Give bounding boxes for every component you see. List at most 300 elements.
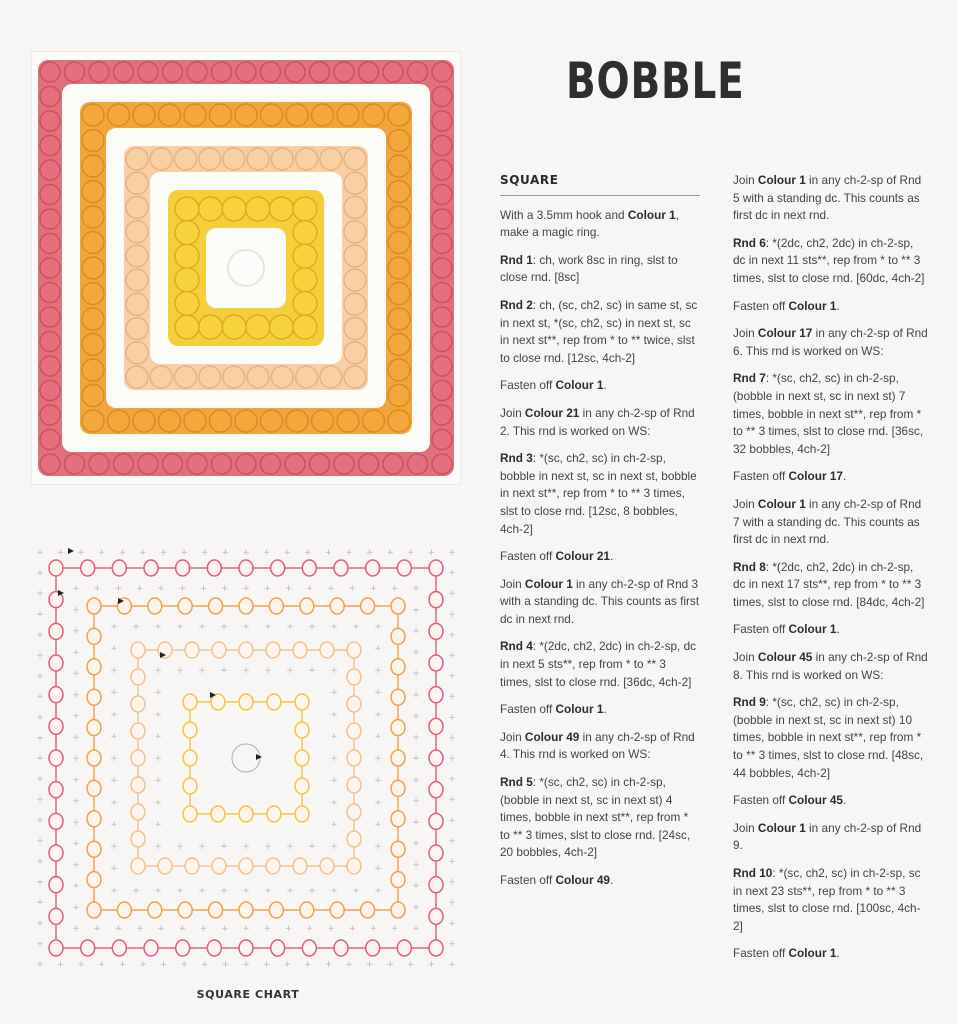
chart-dc-symbol: + (110, 820, 118, 830)
chart-dc-symbol: + (72, 839, 80, 849)
chart-peach-bobble (131, 831, 145, 847)
chart-yellow-bobble (183, 750, 197, 766)
orange-bobble (261, 410, 283, 432)
chart-yellow-bobble (183, 806, 197, 822)
chart-peach-bobble (131, 777, 145, 793)
chart-dc-symbol: + (286, 666, 294, 676)
colour-name: Colour 1 (524, 576, 573, 591)
pink-bobble (383, 454, 403, 474)
chart-sc-symbol: + (448, 609, 456, 620)
pink-bobble (432, 185, 452, 205)
pink-bobble (432, 258, 452, 278)
chart-pink-bobble (49, 782, 63, 798)
chart-orange-bobble (87, 780, 101, 796)
instruction-text: : ch, work 8sc in ring, slst to close rnd. [8sc] (500, 252, 678, 285)
pink-bobble (114, 62, 134, 82)
pink-bobble (89, 454, 109, 474)
peach-bobble (271, 366, 293, 388)
chart-sc-symbol: + (448, 733, 456, 744)
orange-bobble (388, 155, 410, 177)
yellow-bobble (293, 221, 317, 245)
chart-dc-symbol: + (72, 669, 80, 679)
chart-sc-symbol: + (36, 630, 44, 641)
section-heading: SQUARE (500, 172, 700, 196)
chart-dc-symbol: + (308, 622, 316, 632)
chart-pink-bobble (176, 940, 190, 956)
chart-orange-bobble (148, 598, 162, 614)
chart-dc-symbol: + (114, 924, 123, 934)
pink-bobble (432, 381, 452, 401)
chart-yellow-bobble (267, 806, 281, 822)
chart-dc-symbol: + (412, 732, 420, 743)
chart-sc-symbol: + (159, 548, 168, 558)
peach-bobble (344, 318, 366, 340)
yellow-bobble (175, 315, 199, 339)
peach-bobble (199, 148, 221, 170)
chart-dc-symbol: + (412, 881, 420, 892)
chart-dc-symbol: + (412, 669, 420, 679)
yellow-bobble (199, 315, 223, 339)
chart-yellow-bobble (295, 750, 309, 766)
chart-sc-symbol: + (448, 630, 456, 641)
chart-sc-symbol: + (159, 960, 168, 970)
chart-dc-symbol: + (263, 584, 272, 594)
chart-dc-symbol: + (263, 924, 272, 934)
pink-bobble (310, 454, 330, 474)
instruction-text-tail: . (842, 469, 847, 484)
chart-sc-symbol: + (386, 548, 394, 558)
instruction-text: Join (733, 820, 758, 835)
peach-bobble (126, 318, 148, 340)
chart-dc-symbol: + (72, 690, 80, 701)
chart-dc-symbol: + (220, 666, 228, 676)
chart-sc-symbol: + (448, 568, 456, 579)
chart-sc-symbol: + (36, 939, 44, 950)
chart-dc-symbol: + (412, 647, 420, 658)
left-paragraphs (500, 207, 700, 890)
pink-bobble (432, 405, 452, 425)
colour-name: Colour 49 (555, 873, 610, 887)
chart-orange-bobble (391, 750, 405, 766)
pattern-title: BOBBLE (566, 52, 745, 110)
instruction-note (733, 172, 929, 225)
chart-sc-symbol: + (448, 918, 456, 929)
pink-bobble (432, 307, 452, 327)
chart-sc-symbol: + (36, 609, 44, 620)
chart-pink-bobble (144, 940, 158, 956)
chart-dc-symbol: + (110, 842, 118, 852)
chart-dc-symbol: + (72, 902, 80, 913)
chart-dc-symbol: + (72, 711, 80, 722)
orange-bobble (159, 104, 181, 126)
chart-orange-bobble (269, 598, 283, 614)
peach-bobble (344, 245, 366, 267)
chart-dc-symbol: + (154, 886, 162, 896)
pink-bobble (383, 62, 403, 82)
chart-sc-symbol: + (448, 754, 456, 764)
chart-dc-symbol: + (374, 886, 382, 896)
round-label: Rnd 8 (733, 559, 766, 574)
chart-sc-symbol: + (262, 548, 271, 558)
chart-dc-symbol: + (135, 584, 144, 594)
chart-sc-symbol: + (56, 960, 65, 970)
chart-dc-symbol: + (374, 864, 382, 874)
chart-peach-bobble (131, 723, 145, 739)
orange-bobble (210, 410, 232, 432)
instruction-note (500, 872, 700, 890)
pink-bobble (334, 62, 354, 82)
chart-dc-symbol: + (412, 626, 420, 637)
chart-dc-symbol: + (110, 754, 118, 764)
chart-dc-symbol: + (242, 924, 250, 934)
peach-bobble (223, 366, 245, 388)
chart-dc-symbol: + (154, 622, 162, 632)
chart-pink-bobble (207, 940, 221, 956)
peach-bobble (344, 172, 366, 194)
chart-dc-symbol: + (374, 666, 382, 676)
chart-pink-bobble (49, 877, 63, 893)
colour-name: Colour 17 (757, 326, 813, 341)
orange-bobble (312, 104, 334, 126)
instruction-text-tail: in any ch-2-sp of Rnd 8. This rnd is worked on WS: (733, 650, 928, 682)
chart-orange-bobble (209, 902, 223, 918)
colour-name: Colour 1 (788, 946, 837, 961)
chart-peach-bobble (266, 858, 280, 874)
peach-bobble (126, 245, 148, 267)
orange-bobble (82, 104, 104, 126)
chart-pink-bobble (429, 877, 443, 893)
round-instruction (500, 297, 700, 367)
round-instruction (500, 638, 700, 691)
chart-peach-bobble (347, 858, 361, 874)
pink-bobble (40, 209, 60, 229)
instruction-note (733, 621, 929, 639)
pink-bobble (261, 62, 281, 82)
peach-bobble (344, 148, 366, 170)
chart-sc-symbol: + (36, 548, 44, 558)
colour-name: Colour 49 (524, 729, 580, 744)
chart-pink-bobble (176, 560, 190, 576)
round-instruction (500, 774, 700, 862)
peach-bobble (344, 342, 366, 364)
instruction-text-tail: . (836, 622, 840, 637)
chart-dc-symbol: + (72, 924, 80, 934)
chart-pink-bobble (429, 655, 443, 671)
orange-bobble (82, 359, 104, 381)
pink-bobble (114, 454, 134, 474)
pink-bobble (40, 258, 60, 278)
chart-pink-bobble (207, 560, 221, 576)
chart-orange-bobble (391, 841, 405, 857)
chart-sc-symbol: + (98, 960, 106, 970)
chart-orange-bobble (239, 598, 253, 614)
pink-bobble (285, 454, 305, 474)
orange-bobble (82, 130, 104, 152)
peach-bobble (271, 148, 293, 170)
instruction-text: : *(2dc, ch2, 2dc) in ch-2-sp, dc in next 17 sts**, rep from * to ** 3 times, slst to close rnd. [84dc, 4ch-2] (733, 559, 925, 609)
chart-orange-bobble (391, 598, 405, 614)
chart-dc-symbol: + (220, 886, 228, 896)
chart-peach-bobble (185, 858, 199, 874)
pink-bobble (432, 160, 452, 180)
chart-orange-bobble (269, 902, 283, 918)
instruction-text: : *(sc, ch2, sc) in ch-2-sp, (bobble in next st, sc in next st) 10 times, bobble in next st**, rep from * to ** 3 times, slst to close rnd. [48sc, 44 bobbles, 4ch-2] (733, 695, 924, 780)
chart-dc-symbol: + (72, 732, 80, 743)
orange-bobble (363, 104, 385, 126)
chart-sc-symbol: + (36, 918, 44, 929)
chart-peach-bobble (320, 858, 334, 874)
pink-bobble (40, 283, 60, 303)
chart-sc-symbol: + (324, 548, 333, 558)
chart-sc-symbol: + (427, 548, 436, 558)
chart-dc-symbol: + (178, 584, 187, 594)
pink-bobble (359, 62, 379, 82)
orange-bobble (210, 104, 232, 126)
pink-bobble (212, 62, 232, 82)
chart-dc-symbol: + (93, 584, 102, 594)
orange-bobble (363, 410, 385, 432)
chart-magic-ring (232, 744, 260, 772)
chart-dc-symbol: + (412, 690, 420, 701)
chart-dc-symbol: + (132, 886, 140, 896)
chart-sc-symbol: + (77, 960, 85, 970)
chart-dc-symbol: + (154, 710, 162, 720)
chart-sc-symbol: + (448, 589, 456, 600)
orange-bobble (108, 410, 130, 432)
orange-bobble (388, 334, 410, 356)
round-label: Rnd 2 (500, 297, 533, 312)
chart-dc-symbol: + (154, 688, 162, 698)
instruction-text: : ch, (sc, ch2, sc) in same st, sc in next st, *(sc, ch2, sc) in next st, sc in next st**, rep from * to ** twice, slst to close rnd. [12sc, 4ch-2] (500, 297, 698, 365)
peach-bobble (199, 366, 221, 388)
peach-bobble (223, 148, 245, 170)
chart-pink-bobble (49, 845, 63, 861)
orange-bobble (388, 385, 410, 407)
chart-dc-symbol: + (178, 924, 187, 934)
instruction-text: Fasten off (500, 549, 556, 564)
colour-name: Colour 17 (788, 469, 843, 484)
chart-peach-bobble (347, 804, 361, 820)
chart-yellow-bobble (211, 806, 225, 822)
chart-dc-symbol: + (154, 666, 162, 676)
orange-bobble (388, 104, 410, 126)
pink-bobble (138, 62, 158, 82)
chart-pink-bobble (429, 908, 443, 924)
orange-bobble (82, 410, 104, 432)
chart-pink-bobble (49, 940, 63, 956)
chart-dc-symbol: + (220, 584, 229, 594)
chart-dc-symbol: + (330, 666, 338, 676)
chart-sc-symbol: + (448, 877, 456, 888)
instruction-text-tail: in any ch-2-sp of Rnd 5 with a standing dc. This counts as first dc in next rnd. (733, 173, 922, 223)
chart-dc-symbol: + (198, 622, 206, 632)
chart-dc-symbol: + (110, 644, 118, 654)
pink-bobble (40, 160, 60, 180)
chart-sc-symbol: + (448, 815, 456, 826)
chart-dc-symbol: + (330, 886, 338, 896)
colour-name: Colour 21 (524, 405, 580, 420)
chart-sc-symbol: + (407, 548, 415, 558)
chart-peach-bobble (131, 804, 145, 820)
instruction-text: : *(sc, ch2, sc) in ch-2-sp, bobble in next st, sc in next st, bobble in next st**, rep from * to ** 3 times, slst to close rnd. [12sc, 8 bobbles, 4ch-2] (500, 451, 697, 536)
chart-dc-symbol: + (110, 710, 118, 720)
pink-bobble (432, 62, 452, 82)
pink-bobble (40, 62, 60, 82)
chart-sc-symbol: + (56, 548, 65, 558)
pink-bobble (432, 356, 452, 376)
instruction-note (733, 325, 929, 360)
colour-name: Colour 21 (555, 549, 610, 564)
instruction-note (733, 298, 929, 316)
pink-bobble (65, 62, 85, 82)
chart-sc-symbol: + (448, 548, 456, 558)
chart-peach-bobble (131, 858, 145, 874)
peach-bobble (344, 196, 366, 218)
chart-dc-symbol: + (176, 886, 184, 896)
orange-bobble (388, 257, 410, 279)
chart-caption: SQUARE CHART (196, 988, 300, 1001)
chart-pink-bobble (429, 718, 443, 734)
instruction-note (500, 701, 700, 719)
chart-pink-bobble (81, 940, 95, 956)
instruction-note (500, 207, 700, 242)
peach-bobble (126, 269, 148, 291)
orange-bobble (82, 385, 104, 407)
chart-yellow-bobble (183, 694, 197, 710)
chart-pink-bobble (429, 940, 443, 956)
chart-pink-bobble (429, 750, 443, 766)
chart-pink-bobble (49, 623, 63, 639)
chart-sc-symbol: + (36, 568, 44, 579)
chart-sc-symbol: + (304, 960, 312, 970)
chart-dc-symbol: + (93, 924, 102, 934)
yellow-bobble (293, 291, 317, 315)
instructions-left-column (500, 172, 700, 900)
chart-dc-symbol: + (154, 842, 162, 852)
chart-peach-bobble (131, 642, 145, 658)
square-chart (28, 540, 464, 976)
chart-sc-symbol: + (36, 960, 44, 970)
chart-sc-symbol: + (221, 548, 230, 558)
round-label: Rnd 7 (733, 371, 766, 386)
chart-orange-bobble (361, 598, 375, 614)
peach-bobble (344, 366, 366, 388)
chart-yellow-bobble (295, 694, 309, 710)
chart-dc-symbol: + (412, 605, 420, 616)
orange-bobble (82, 257, 104, 279)
chart-dc-symbol: + (72, 605, 80, 616)
chart-sc-symbol: + (304, 548, 312, 558)
orange-bobble (82, 232, 104, 254)
round-label: Rnd 6 (733, 235, 766, 250)
peach-bobble (296, 148, 318, 170)
chart-pink-bobble (49, 750, 63, 766)
chart-dc-symbol: + (198, 886, 206, 896)
chart-dc-symbol: + (330, 842, 338, 852)
chart-dc-symbol: + (286, 842, 294, 852)
chart-dc-symbol: + (412, 924, 420, 934)
chart-sc-symbol: + (36, 836, 44, 847)
chart-start-marker (256, 754, 262, 760)
instruction-text: Join (500, 729, 525, 744)
orange-bobble (133, 104, 155, 126)
pink-bobble (138, 454, 158, 474)
peach-bobble (296, 366, 318, 388)
orange-bobble (388, 283, 410, 305)
chart-dc-symbol: + (412, 754, 420, 764)
chart-dc-symbol: + (308, 666, 316, 676)
chart-sc-symbol: + (345, 960, 353, 970)
chart-dc-symbol: + (242, 666, 250, 676)
chart-sc-symbol: + (36, 795, 44, 806)
chart-pink-bobble (429, 687, 443, 703)
pink-bobble (261, 454, 281, 474)
chart-pink-bobble (81, 560, 95, 576)
chart-dc-symbol: + (369, 584, 378, 594)
round-label: Rnd 5 (500, 775, 533, 790)
chart-dc-symbol: + (110, 622, 118, 632)
chart-dc-symbol: + (72, 584, 80, 594)
orange-bobble (235, 410, 257, 432)
pink-bobble (163, 454, 183, 474)
chart-dc-symbol: + (308, 886, 316, 896)
instruction-text: Fasten off (733, 946, 789, 961)
chart-peach-bobble (293, 642, 307, 658)
colour-name: Colour 1 (555, 378, 604, 393)
chart-orange-bobble (87, 902, 101, 918)
chart-dc-symbol: + (284, 584, 293, 594)
chart-pink-bobble (271, 940, 285, 956)
chart-orange-bobble (178, 902, 192, 918)
chart-sc-symbol: + (221, 960, 230, 970)
chart-dc-symbol: + (412, 817, 420, 828)
chart-sc-symbol: + (262, 960, 271, 970)
chart-pink-bobble (49, 560, 63, 576)
round-label: Rnd 1 (500, 252, 533, 267)
chart-sc-symbol: + (139, 960, 147, 970)
orange-bobble (312, 410, 334, 432)
chart-sc-symbol: + (201, 960, 209, 970)
chart-dc-symbol: + (264, 622, 272, 632)
chart-dc-symbol: + (330, 754, 338, 764)
chart-pink-bobble (112, 560, 126, 576)
chart-pink-bobble (144, 560, 158, 576)
chart-sc-symbol: + (36, 857, 44, 867)
chart-dc-symbol: + (72, 626, 80, 637)
instruction-text: Join (733, 173, 758, 187)
peach-bobble (150, 366, 172, 388)
chart-dc-symbol: + (374, 622, 382, 632)
chart-dc-symbol: + (369, 924, 378, 934)
instruction-text-tail: . (603, 702, 607, 717)
chart-dc-symbol: + (157, 584, 165, 594)
chart-dc-symbol: + (72, 860, 80, 871)
pink-bobble (163, 62, 183, 82)
chart-pink-bobble (397, 560, 411, 576)
chart-orange-bobble (239, 902, 253, 918)
pink-bobble (40, 332, 60, 352)
pink-bobble (432, 332, 452, 352)
chart-pink-bobble (239, 560, 253, 576)
chart-dc-symbol: + (286, 622, 294, 632)
chart-sc-symbol: + (36, 877, 44, 888)
orange-bobble (261, 104, 283, 126)
instruction-text-tail: . (609, 873, 614, 887)
pink-bobble (432, 430, 452, 450)
chart-sc-symbol: + (448, 795, 456, 806)
chart-pink-bobble (397, 940, 411, 956)
chart-dc-symbol: + (330, 622, 338, 632)
